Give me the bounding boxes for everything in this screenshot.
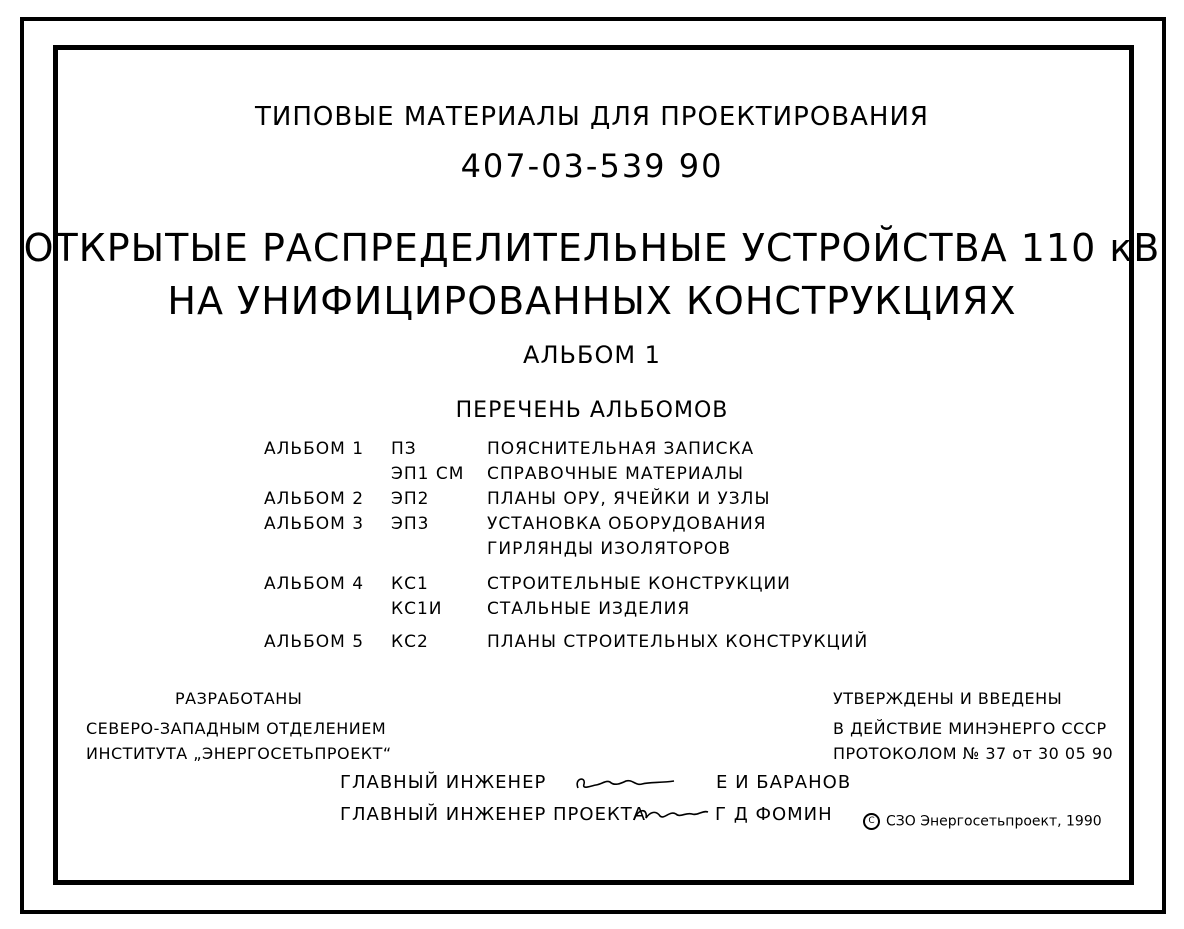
album-label: АЛЬБОМ 1: [264, 439, 365, 459]
chief-engineer-label: ГЛАВНЫЙ ИНЖЕНЕР: [340, 772, 547, 793]
album-label: АЛЬБОМ 4: [264, 574, 365, 594]
album-code: ЭП1 СМ: [391, 464, 465, 484]
album-row: [0, 574, 1184, 596]
album-name: ПЛАНЫ СТРОИТЕЛЬНЫХ КОНСТРУКЦИЙ: [487, 632, 869, 652]
developed-org-line2: ИНСТИТУТА „ЭНЕРГОСЕТЬПРОЕКТ“: [86, 744, 392, 763]
album-list-title: ПЕРЕЧЕНЬ АЛЬБОМОВ: [455, 398, 729, 423]
album-label: АЛЬБОМ 5: [264, 632, 365, 652]
copyright: [863, 813, 1102, 830]
album-name: ГИРЛЯНДЫ ИЗОЛЯТОРОВ: [487, 539, 732, 559]
album-row: [0, 632, 1184, 654]
chief-engineer-name: Е И БАРАНОВ: [716, 772, 852, 793]
album-name: СТРОИТЕЛЬНЫЕ КОНСТРУКЦИИ: [487, 574, 791, 594]
album-name: СТАЛЬНЫЕ ИЗДЕЛИЯ: [487, 599, 691, 619]
album-name: УСТАНОВКА ОБОРУДОВАНИЯ: [487, 514, 767, 534]
approved-protocol: ПРОТОКОЛОМ № 37 от 30 05 90: [833, 744, 1114, 763]
approved-label: УТВЕРЖДЕНЫ И ВВЕДЕНЫ: [833, 689, 1063, 708]
album-code: КС1И: [391, 599, 443, 619]
album-row: [0, 599, 1184, 621]
approved-authority: В ДЕЙСТВИЕ МИНЭНЕРГО СССР: [833, 719, 1107, 738]
document-code: 407-03-539 90: [460, 147, 724, 185]
developed-org-line1: СЕВЕРО-ЗАПАДНЫМ ОТДЕЛЕНИЕМ: [86, 719, 387, 738]
album-row: [0, 539, 1184, 561]
album-code: КС1: [391, 574, 429, 594]
main-title-line1: ОТКРЫТЫЕ РАСПРЕДЕЛИТЕЛЬНЫЕ УСТРОЙСТВА 110 кВ: [23, 226, 1161, 270]
copyright-text: СЗО Энергосетьпроект, 1990: [886, 813, 1102, 830]
album-label: АЛЬБОМ 2: [264, 489, 365, 509]
album-code: ЭП3: [391, 514, 430, 534]
chief-project-engineer-signature: [630, 802, 710, 828]
main-title-line2: НА УНИФИЦИРОВАННЫХ КОНСТРУКЦИЯХ: [167, 279, 1017, 323]
album-name: ПЛАНЫ ОРУ, ЯЧЕЙКИ И УЗЛЫ: [487, 489, 771, 509]
chief-project-engineer-label: ГЛАВНЫЙ ИНЖЕНЕР ПРОЕКТА: [340, 804, 647, 825]
album-name: ПОЯСНИТЕЛЬНАЯ ЗАПИСКА: [487, 439, 755, 459]
developed-label: РАЗРАБОТАНЫ: [175, 689, 303, 708]
album-row: [0, 439, 1184, 461]
album-code: КС2: [391, 632, 429, 652]
album-row: [0, 464, 1184, 486]
copyright-icon: С: [863, 813, 880, 830]
album-row: [0, 489, 1184, 511]
album-label: АЛЬБОМ 3: [264, 514, 365, 534]
series-title: ТИПОВЫЕ МАТЕРИАЛЫ ДЛЯ ПРОЕКТИРОВАНИЯ: [255, 102, 929, 132]
album-code: ПЗ: [391, 439, 417, 459]
album-row: [0, 514, 1184, 536]
album-number: АЛЬБОМ 1: [523, 341, 661, 369]
album-code: ЭП2: [391, 489, 430, 509]
chief-engineer-signature: [570, 772, 680, 798]
chief-project-engineer-name: Г Д ФОМИН: [715, 804, 833, 825]
album-name: СПРАВОЧНЫЕ МАТЕРИАЛЫ: [487, 464, 744, 484]
